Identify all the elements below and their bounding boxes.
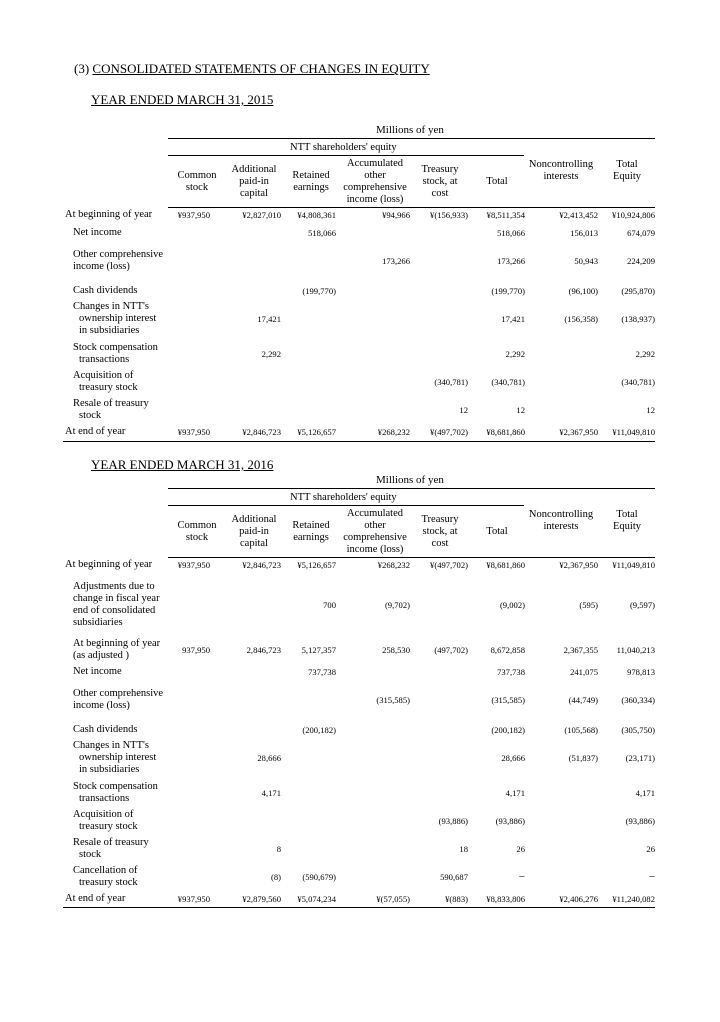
cell-value: 937,950 <box>182 645 210 655</box>
cell-value: 4,171 <box>261 788 281 798</box>
cell-value: ¥(883) <box>445 894 468 904</box>
cell-value: ¥(156,933) <box>430 210 468 220</box>
cell-value: 2,846,723 <box>246 645 281 655</box>
cell-value: (93,886) <box>438 816 468 826</box>
statement-heading: (3) CONSOLIDATED STATEMENTS OF CHANGES IN EQUITY <box>74 61 430 76</box>
cell-value: (44,749) <box>568 695 598 705</box>
row-label <box>73 285 137 297</box>
cell-value: (9,597) <box>629 600 655 610</box>
cell-value: 17,421 <box>257 314 281 324</box>
row-label <box>73 227 122 239</box>
cell-value: (8) <box>270 872 281 882</box>
row-label-line: income (loss) <box>73 261 130 272</box>
row-label-line: Resale of treasury <box>73 398 149 409</box>
shareholders-rule <box>168 155 524 156</box>
column-header-line: income (loss) <box>346 544 404 555</box>
column-header-line: Common <box>177 170 217 181</box>
row-label <box>73 740 156 776</box>
cell-value: ¥8,511,354 <box>486 210 525 220</box>
cell-value: 737,738 <box>497 667 525 677</box>
total-rule <box>63 441 655 442</box>
row-label-line: ownership interest <box>79 752 157 763</box>
row-label-line: Stock compensation <box>73 342 158 353</box>
column-header-line: Retained <box>292 520 330 531</box>
column-header-line: Treasury <box>421 514 459 525</box>
cell-value: (200,182) <box>302 725 336 735</box>
row-label-line: At beginning of year <box>73 638 161 649</box>
cell-value: (156,358) <box>564 314 598 324</box>
cell-value: ¥2,406,276 <box>559 894 598 904</box>
cell-value: − <box>518 871 525 883</box>
cell-value: 518,066 <box>497 228 525 238</box>
cell-value: − <box>648 871 655 883</box>
year-title: YEAR ENDED MARCH 31, 2016 <box>91 457 274 472</box>
cell-value: ¥2,879,560 <box>242 894 281 904</box>
row-label-line: Other comprehensive <box>73 249 164 260</box>
column-header-line: Noncontrolling <box>528 509 594 520</box>
cell-value: ¥2,846,723 <box>242 427 281 437</box>
year-title: YEAR ENDED MARCH 31, 2015 <box>91 92 274 107</box>
row-label-line: Acquisition of <box>73 809 134 820</box>
cell-value: ¥937,950 <box>177 210 210 220</box>
cell-value: ¥937,950 <box>177 560 210 570</box>
row-label <box>73 865 138 889</box>
row-label-line: Acquisition of <box>73 370 134 381</box>
column-header-line: Additional <box>231 514 277 525</box>
cell-value: ¥937,950 <box>177 427 210 437</box>
column-header-line: stock <box>185 182 209 193</box>
cell-value: (340,781) <box>621 377 655 387</box>
column-header-line: Accumulated <box>347 158 403 169</box>
cell-value: 8 <box>276 844 281 854</box>
cell-value: (315,585) <box>376 695 410 705</box>
row-label <box>73 370 138 394</box>
cell-value: 26 <box>516 844 525 854</box>
cell-value: ¥5,074,234 <box>297 894 336 904</box>
column-header-line: other <box>364 170 386 181</box>
column-header-line: Equity <box>613 521 641 532</box>
cell-value: ¥8,681,860 <box>486 427 525 437</box>
column-header-line: cost <box>431 538 449 549</box>
row-label-line: in subsidiaries <box>79 764 140 775</box>
column-header-line: paid-in <box>239 526 269 537</box>
cell-value: ¥5,126,657 <box>297 560 336 570</box>
row-label <box>65 893 125 905</box>
cell-value: ¥2,367,950 <box>559 560 598 570</box>
cell-value: 18 <box>459 844 468 854</box>
total-rule <box>63 907 655 908</box>
row-label-line: income (loss) <box>73 700 130 711</box>
cell-value: (340,781) <box>434 377 468 387</box>
row-label-line: At end of year <box>65 426 126 437</box>
column-header-line: capital <box>240 188 268 199</box>
row-label-line: end of consolidated <box>73 605 156 616</box>
row-label-line: Net income <box>73 227 122 238</box>
row-label-line: Cash dividends <box>73 285 138 296</box>
cell-value: 241,075 <box>570 667 598 677</box>
row-label-line: ownership interest <box>79 313 157 324</box>
row-label <box>73 666 122 678</box>
cell-value: (96,100) <box>568 286 598 296</box>
cell-value: 700 <box>323 600 336 610</box>
cell-value: ¥268,232 <box>377 560 410 570</box>
cell-value: ¥11,049,810 <box>612 427 655 437</box>
column-header-line: comprehensive <box>343 182 407 193</box>
cell-value: 224,209 <box>627 256 655 266</box>
cell-value: 2,292 <box>635 349 655 359</box>
column-header-line: Noncontrolling <box>528 159 594 170</box>
header-bottom-rule <box>168 557 655 558</box>
cell-value: 5,127,357 <box>301 645 336 655</box>
cell-value: (590,679) <box>302 872 336 882</box>
header-top-rule <box>168 488 655 489</box>
cell-value: (199,770) <box>491 286 525 296</box>
column-header-line: interests <box>543 521 579 532</box>
column-header-line: Equity <box>613 171 641 182</box>
cell-value: 4,171 <box>505 788 525 798</box>
cell-value: 173,266 <box>497 256 525 266</box>
column-header-line: stock, at <box>422 526 458 537</box>
row-label <box>73 398 149 422</box>
row-label <box>73 837 149 861</box>
row-label-line: change in fiscal year <box>73 593 160 604</box>
row-label-line: Cancellation of <box>73 865 138 876</box>
column-header-line: Accumulated <box>347 508 403 519</box>
cell-value: ¥5,126,657 <box>297 427 336 437</box>
shareholders-rule <box>168 505 524 506</box>
cell-value: 2,367,355 <box>563 645 598 655</box>
row-label-line: subsidiaries <box>73 617 123 628</box>
cell-value: (360,334) <box>621 695 655 705</box>
cell-value: 978,813 <box>627 667 655 677</box>
cell-value: (51,837) <box>568 753 598 763</box>
column-header-equity <box>587 159 667 183</box>
cell-value: ¥(497,702) <box>430 427 468 437</box>
cell-value: ¥4,808,361 <box>297 210 336 220</box>
row-label-line: Adjustments due to <box>73 581 155 592</box>
row-label <box>73 249 163 273</box>
row-label-line: Stock compensation <box>73 781 158 792</box>
cell-value: (93,886) <box>495 816 525 826</box>
column-header-line: Retained <box>292 170 330 181</box>
cell-value: 674,079 <box>627 228 655 238</box>
column-header-line: Total <box>616 159 638 170</box>
cell-value: (9,002) <box>499 600 525 610</box>
column-header-equity <box>587 509 667 533</box>
cell-value: 28,666 <box>501 753 525 763</box>
cell-value: 12 <box>516 405 525 415</box>
cell-value: (340,781) <box>491 377 525 387</box>
row-label <box>73 342 158 366</box>
row-label-line: treasury stock <box>79 382 138 393</box>
cell-value: ¥94,966 <box>382 210 410 220</box>
row-label-line: treasury stock <box>79 821 138 832</box>
header-top-rule <box>168 138 655 139</box>
cell-value: 12 <box>646 405 655 415</box>
column-header-line: Total <box>616 509 638 520</box>
row-label-line: Changes in NTT's <box>73 740 149 751</box>
cell-value: 4,171 <box>635 788 655 798</box>
row-label-line: Net income <box>73 666 122 677</box>
cell-value: 8,672,858 <box>490 645 525 655</box>
column-header-line: income (loss) <box>346 194 404 205</box>
cell-value: ¥2,367,950 <box>559 427 598 437</box>
row-label-line: At beginning of year <box>65 559 153 570</box>
cell-value: 12 <box>459 405 468 415</box>
shareholders-equity-label: NTT shareholders' equity <box>290 142 397 153</box>
header-bottom-rule <box>168 207 655 208</box>
cell-value: ¥10,924,806 <box>612 210 655 220</box>
cell-value: (595) <box>579 600 598 610</box>
cell-value: ¥2,827,010 <box>242 210 281 220</box>
row-label-line: treasury stock <box>79 877 138 888</box>
row-label-line: Changes in NTT's <box>73 301 149 312</box>
cell-value: (199,770) <box>302 286 336 296</box>
cell-value: ¥11,049,810 <box>612 560 655 570</box>
cell-value: 737,738 <box>308 667 336 677</box>
row-label <box>73 724 137 736</box>
column-header-line: earnings <box>293 532 329 543</box>
column-header-line: Total <box>486 526 508 537</box>
cell-value: ¥(497,702) <box>430 560 468 570</box>
cell-value: ¥268,232 <box>377 427 410 437</box>
column-header-line: Common <box>177 520 217 531</box>
row-label-line: At end of year <box>65 893 126 904</box>
column-header-line: cost <box>431 188 449 199</box>
column-header-line: Treasury <box>421 164 459 175</box>
cell-value: 258,530 <box>382 645 410 655</box>
column-header-line: comprehensive <box>343 532 407 543</box>
cell-value: (305,750) <box>621 725 655 735</box>
cell-value: (23,171) <box>625 753 655 763</box>
row-label-line: At beginning of year <box>65 209 153 220</box>
cell-value: ¥8,681,860 <box>486 560 525 570</box>
cell-value: 156,013 <box>570 228 598 238</box>
column-header-line: Total <box>486 176 508 187</box>
cell-value: 2,292 <box>261 349 281 359</box>
cell-value: ¥8,833,806 <box>486 894 525 904</box>
cell-value: 518,066 <box>308 228 336 238</box>
cell-value: (497,702) <box>434 645 468 655</box>
cell-value: (200,182) <box>491 725 525 735</box>
row-label-line: Other comprehensive <box>73 688 164 699</box>
cell-value: 590,687 <box>440 872 468 882</box>
row-label <box>65 426 125 438</box>
cell-value: ¥(57,055) <box>376 894 410 904</box>
row-label-line: Resale of treasury <box>73 837 149 848</box>
cell-value: 17,421 <box>501 314 525 324</box>
row-label-line: transactions <box>79 354 130 365</box>
units-label: Millions of yen <box>376 124 444 136</box>
row-label-line: in subsidiaries <box>79 325 140 336</box>
row-label-line: transactions <box>79 793 130 804</box>
cell-value: ¥11,240,082 <box>612 894 655 904</box>
column-header-line: interests <box>543 171 579 182</box>
row-label <box>73 688 163 712</box>
row-label <box>73 781 158 805</box>
cell-value: 50,943 <box>574 256 598 266</box>
cell-value: 11,040,213 <box>616 645 655 655</box>
cell-value: 2,292 <box>505 349 525 359</box>
column-header-line: capital <box>240 538 268 549</box>
units-label: Millions of yen <box>376 474 444 486</box>
row-label-line: stock <box>79 410 102 421</box>
cell-value: (295,870) <box>621 286 655 296</box>
row-label <box>73 581 160 629</box>
cell-value: 173,266 <box>382 256 410 266</box>
cell-value: ¥2,846,723 <box>242 560 281 570</box>
row-label-line: Cash dividends <box>73 724 138 735</box>
column-header-line: stock <box>185 532 209 543</box>
shareholders-equity-label: NTT shareholders' equity <box>290 492 397 503</box>
column-header-line: other <box>364 520 386 531</box>
column-header-line: earnings <box>293 182 329 193</box>
row-label-line: stock <box>79 849 102 860</box>
row-label <box>73 301 156 337</box>
column-header-line: stock, at <box>422 176 458 187</box>
cell-value: (9,702) <box>384 600 410 610</box>
cell-value: (105,568) <box>564 725 598 735</box>
cell-value: (138,937) <box>621 314 655 324</box>
cell-value: 26 <box>646 844 655 854</box>
column-header-line: paid-in <box>239 176 269 187</box>
column-header-line: Additional <box>231 164 277 175</box>
cell-value: (93,886) <box>625 816 655 826</box>
cell-value: ¥937,950 <box>177 894 210 904</box>
cell-value: 28,666 <box>257 753 281 763</box>
row-label-line: (as adjusted ) <box>73 650 129 661</box>
row-label <box>73 809 138 833</box>
cell-value: ¥2,413,452 <box>559 210 598 220</box>
cell-value: (315,585) <box>491 695 525 705</box>
statement-title: CONSOLIDATED STATEMENTS OF CHANGES IN EQUITY <box>92 61 430 76</box>
